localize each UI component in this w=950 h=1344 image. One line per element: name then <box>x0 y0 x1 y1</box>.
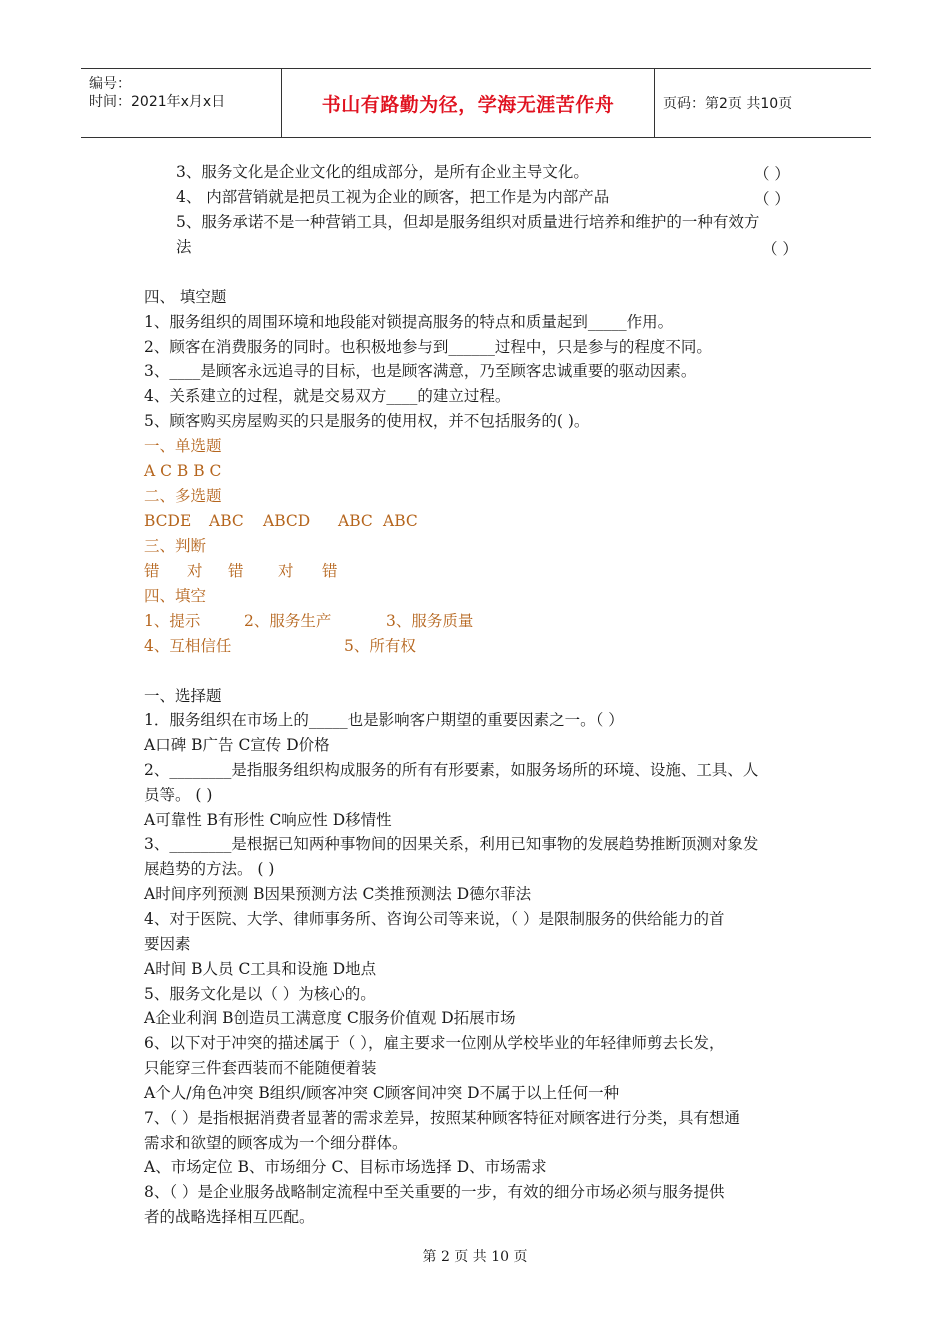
choice-line: 只能穿三件套西装而不能随便着装 <box>144 1059 377 1077</box>
answer-fill: 2、服务生产 <box>244 612 332 630</box>
choice-options: A企业利润 B创造员工满意度 C服务价值观 D拓展市场 <box>144 1009 516 1027</box>
fill-item: 3、____是顾客永远追寻的目标，也是顾客满意，乃至顾客忠诚重要的驱动因素。 <box>144 362 697 380</box>
judgement-answer-paren: （ ） <box>754 190 790 208</box>
motto: 书山有路勤为径，学海无涯苦作舟 <box>321 93 615 116</box>
answer-multi: ABC <box>338 512 373 530</box>
answer-judge: 对 <box>278 562 294 580</box>
page-label: 页码：第2页 共10页 <box>663 96 793 112</box>
page-header <box>81 68 871 138</box>
answer-multi: ABCD <box>263 512 311 530</box>
judgement-item-5-cont: 法 <box>176 238 192 256</box>
answer-fill-row-2 <box>144 636 809 656</box>
choice-line: 展趋势的方法。 ( ) <box>144 860 275 878</box>
choice-line: 1．服务组织在市场上的_____也是影响客户期望的重要因素之一。（ ） <box>144 711 624 729</box>
header-page-cell <box>663 69 871 137</box>
answer-fill: 1、提示 <box>144 612 201 630</box>
choice-options: A口碑 B广告 C宣传 D价格 <box>144 736 330 754</box>
choice-line: 3、________是根据已知两种事物间的因果关系，利用已知事物的发展趋势推断顶测对象发 <box>144 835 759 853</box>
answer-fill: 3、服务质量 <box>386 612 474 630</box>
answer-title-judge: 三、判断 <box>144 537 207 555</box>
answer-multi: BCDE <box>144 512 192 530</box>
choice-options: A个人/角色冲突 B组织/顾客冲突 C顾客间冲突 D不属于以上任何一种 <box>144 1084 620 1102</box>
fill-item: 5、顾客购买房屋购买的只是服务的使用权，并不包括服务的( )。 <box>144 412 590 430</box>
choice-line: 6、以下对于冲突的描述属于（ ），雇主要求一位刚从学校毕业的年轻律师剪去长发， <box>144 1034 725 1052</box>
page-footer: 第 2 页 共 10 页 <box>422 1249 528 1265</box>
judgement-answer-paren: （ ） <box>754 165 790 183</box>
choice-line: 8、（ ）是企业服务战略制定流程中至关重要的一步，有效的细分市场必须与服务提供 <box>144 1183 725 1201</box>
choice-line: 者的战略选择相互匹配。 <box>144 1208 315 1226</box>
answer-title-single: 一、单选题 <box>144 437 222 455</box>
answer-judge: 错 <box>228 562 244 580</box>
answer-fill: 5、所有权 <box>344 637 416 655</box>
fill-item: 2、顾客在消费服务的同时。也积极地参与到______过程中，只是参与的程度不同。 <box>144 338 712 356</box>
choice-line: 员等。 ( ) <box>144 786 213 804</box>
fill-item: 1、服务组织的周围环境和地段能对锁提高服务的特点和质量起到_____作用。 <box>144 313 674 331</box>
answer-fill: 4、互相信任 <box>144 637 232 655</box>
choice-line: 要因素 <box>144 935 191 953</box>
answer-judge: 错 <box>322 562 338 580</box>
fill-item: 4、关系建立的过程，就是交易双方____的建立过程。 <box>144 387 511 405</box>
answer-judge: 对 <box>187 562 203 580</box>
judgement-item-5: 5、服务承诺不是一种营销工具，但却是服务组织对质量进行培养和维护的一种有效方 <box>176 213 760 231</box>
choice-line: 5、服务文化是以（ ）为核心的。 <box>144 985 376 1003</box>
section-title-fill: 四、 填空题 <box>144 288 227 306</box>
header-motto-cell <box>282 69 655 137</box>
answer-multi: ABC <box>209 512 244 530</box>
choice-line: 4、对于医院、大学、律师事务所、咨询公司等来说，（ ）是限制服务的供给能力的首 <box>144 910 725 928</box>
choice-options: A时间序列预测 B因果预测方法 C类推预测法 D德尔菲法 <box>144 885 532 903</box>
choice-options: A可靠性 B有形性 C响应性 D移情性 <box>144 811 392 829</box>
judgement-item-3: 3、服务文化是企业文化的组成部分，是所有企业主导文化。 <box>176 163 589 181</box>
judgement-answer-paren: （ ） <box>762 240 798 258</box>
date-label: 时间：2021年x月x日 <box>89 94 226 110</box>
choice-line: 需求和欲望的顾客成为一个细分群体。 <box>144 1134 408 1152</box>
choice-line: 7、（ ）是指根据消费者显著的需求差异，按照某种顾客特征对顾客进行分类，具有想通 <box>144 1109 741 1127</box>
choice-options: A、市场定位 B、市场细分 C、目标市场选择 D、市场需求 <box>144 1158 547 1176</box>
answer-fill-row-1 <box>144 611 809 631</box>
choice-line: 2、________是指服务组织构成服务的所有有形要素，如服务场所的环境、设施、工具、人 <box>144 761 759 779</box>
answer-judge-row <box>144 561 809 581</box>
answer-title-multi: 二、多选题 <box>144 487 222 505</box>
judgement-item-4: 4、 内部营销就是把员工视为企业的顾客，把工作是为内部产品 <box>176 188 610 206</box>
answer-judge: 错 <box>144 562 160 580</box>
choice-options: A时间 B人员 C工具和设施 D地点 <box>144 960 377 978</box>
answer-multi-row <box>144 511 809 531</box>
code-label: 编号： <box>89 76 131 92</box>
answer-title-fill: 四、填空 <box>144 587 207 605</box>
section-title-choice: 一、选择题 <box>144 687 222 705</box>
answer-multi: ABC <box>383 512 418 530</box>
header-meta-cell <box>81 69 282 137</box>
answer-single: A C B B C <box>144 462 222 480</box>
